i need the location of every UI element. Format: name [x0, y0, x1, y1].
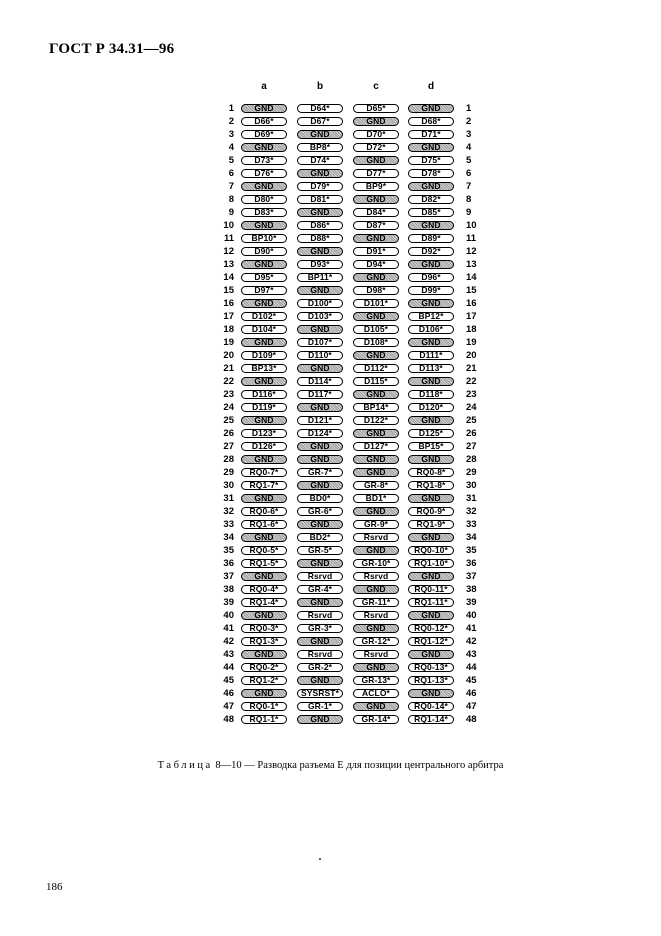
row-number-right: 15 [466, 285, 477, 296]
pin-cell: D78* [408, 169, 454, 178]
pin-cell: RQ0-1* [241, 702, 287, 711]
pin-cell: D98* [353, 286, 399, 295]
pin-cell: RQ0-8* [408, 468, 454, 477]
row-number-left: 21 [223, 363, 234, 374]
row-number-left: 33 [223, 519, 234, 530]
pin-cell: GND [297, 403, 343, 412]
pin-cell: D73* [241, 156, 287, 165]
row-number-left: 9 [228, 207, 234, 218]
pin-cell: GND [408, 221, 454, 230]
pin-cell: GND [241, 611, 287, 620]
caption-prefix: Таблица [157, 760, 213, 771]
pin-cell: GR-1* [297, 702, 343, 711]
pin-cell: GND [353, 663, 399, 672]
row-number-right: 29 [466, 467, 477, 478]
row-number-right: 28 [466, 454, 477, 465]
pin-cell: D92* [408, 247, 454, 256]
row-number-right: 4 [466, 142, 472, 153]
pin-cell: RQ0-4* [241, 585, 287, 594]
pin-cell: GR-6* [297, 507, 343, 516]
row-number-left: 40 [223, 610, 234, 621]
row-number-left: 6 [228, 168, 234, 179]
pin-cell: D101* [353, 299, 399, 308]
row-number-right: 13 [466, 259, 477, 270]
pin-cell: GND [408, 299, 454, 308]
pin-cell: GND [408, 572, 454, 581]
pin-cell: Rsrvd [297, 572, 343, 581]
row-number-left: 11 [223, 233, 234, 244]
row-number-left: 8 [228, 194, 234, 205]
row-number-right: 20 [466, 350, 477, 361]
pin-cell: RQ1-2* [241, 676, 287, 685]
row-number-right: 30 [466, 480, 477, 491]
row-number-right: 14 [466, 272, 477, 283]
row-number-left: 35 [223, 545, 234, 556]
pin-cell: BP10* [241, 234, 287, 243]
row-number-left: 3 [228, 129, 234, 140]
column-header-c: c [373, 81, 379, 92]
pin-cell: GND [297, 325, 343, 334]
row-number-right: 27 [466, 441, 477, 452]
pin-cell: D107* [297, 338, 343, 347]
pin-cell: D69* [241, 130, 287, 139]
pin-cell: RQ0-5* [241, 546, 287, 555]
pin-cell: GR-14* [353, 715, 399, 724]
row-number-left: 17 [223, 311, 234, 322]
pin-cell: GND [408, 143, 454, 152]
pin-cell: GND [297, 286, 343, 295]
pin-cell: D99* [408, 286, 454, 295]
row-number-left: 22 [223, 376, 234, 387]
pin-cell: D87* [353, 221, 399, 230]
pin-cell: D79* [297, 182, 343, 191]
pin-cell: GND [241, 221, 287, 230]
pin-cell: GR-11* [353, 598, 399, 607]
pin-cell: GND [353, 234, 399, 243]
row-number-right: 1 [466, 103, 472, 114]
pin-cell: GND [353, 507, 399, 516]
row-number-left: 23 [223, 389, 234, 400]
pin-cell: Rsrvd [353, 650, 399, 659]
row-number-right: 18 [466, 324, 477, 335]
pin-cell: D121* [297, 416, 343, 425]
pin-cell: RQ1-13* [408, 676, 454, 685]
pin-cell: RQ1-3* [241, 637, 287, 646]
pin-cell: RQ0-10* [408, 546, 454, 555]
pin-cell: GND [353, 156, 399, 165]
row-number-right: 23 [466, 389, 477, 400]
pin-cell: GND [241, 260, 287, 269]
pin-cell: GND [353, 390, 399, 399]
row-number-right: 17 [466, 311, 477, 322]
row-number-right: 11 [466, 233, 477, 244]
pin-cell: D64* [297, 104, 343, 113]
pin-cell: D112* [353, 364, 399, 373]
pin-cell: D93* [297, 260, 343, 269]
pin-cell: BP8* [297, 143, 343, 152]
pin-cell: D126* [241, 442, 287, 451]
row-number-left: 36 [223, 558, 234, 569]
pin-cell: D125* [408, 429, 454, 438]
pin-cell: D97* [241, 286, 287, 295]
pin-cell: D106* [408, 325, 454, 334]
pin-cell: D90* [241, 247, 287, 256]
pin-cell: GND [408, 338, 454, 347]
row-number-right: 35 [466, 545, 477, 556]
pin-cell: D96* [408, 273, 454, 282]
pin-cell: RQ1-5* [241, 559, 287, 568]
row-number-left: 16 [223, 298, 234, 309]
pin-cell: D113* [408, 364, 454, 373]
pin-cell: GND [353, 468, 399, 477]
pin-cell: D66* [241, 117, 287, 126]
pin-cell: GND [353, 429, 399, 438]
pin-cell: RQ0-13* [408, 663, 454, 672]
row-number-right: 36 [466, 558, 477, 569]
pin-cell: GND [297, 715, 343, 724]
column-header-b: b [316, 81, 324, 92]
pin-cell: D81* [297, 195, 343, 204]
pin-cell: D118* [408, 390, 454, 399]
pin-cell: GR-4* [297, 585, 343, 594]
row-number-left: 5 [228, 155, 234, 166]
pin-cell: GR-2* [297, 663, 343, 672]
row-number-left: 12 [223, 246, 234, 257]
pin-cell: D103* [297, 312, 343, 321]
pin-cell: ACLO* [353, 689, 399, 698]
pin-cell: GND [241, 572, 287, 581]
pin-cell: BP9* [353, 182, 399, 191]
pin-cell: GND [297, 208, 343, 217]
pin-cell: D104* [241, 325, 287, 334]
row-number-left: 43 [223, 649, 234, 660]
row-number-left: 1 [228, 103, 234, 114]
pin-cell: BP14* [353, 403, 399, 412]
caption-text: 8—10 — Разводка разъема E для позиции центрального арбитра [212, 760, 504, 771]
pin-cell: GND [297, 169, 343, 178]
row-number-left: 32 [223, 506, 234, 517]
pin-cell: D91* [353, 247, 399, 256]
row-number-left: 37 [223, 571, 234, 582]
row-number-left: 30 [223, 480, 234, 491]
row-number-right: 43 [466, 649, 477, 660]
row-number-left: 28 [223, 454, 234, 465]
pin-cell: D117* [297, 390, 343, 399]
row-number-left: 20 [223, 350, 234, 361]
row-number-right: 38 [466, 584, 477, 595]
pin-cell: GND [297, 520, 343, 529]
pin-cell: RQ1-12* [408, 637, 454, 646]
pin-cell: GND [297, 637, 343, 646]
pin-cell: RQ0-2* [241, 663, 287, 672]
pin-cell: RQ1-4* [241, 598, 287, 607]
pin-cell: RQ1-11* [408, 598, 454, 607]
row-number-right: 42 [466, 636, 477, 647]
row-number-right: 25 [466, 415, 477, 426]
pin-cell: GND [241, 533, 287, 542]
row-number-right: 9 [466, 207, 472, 218]
column-header-a: a [261, 81, 267, 92]
pin-cell: GND [408, 689, 454, 698]
pin-cell: GND [353, 702, 399, 711]
row-number-right: 44 [466, 662, 477, 673]
pin-cell: RQ0-3* [241, 624, 287, 633]
row-number-right: 31 [466, 493, 477, 504]
pin-cell: GND [241, 650, 287, 659]
row-number-left: 7 [228, 181, 234, 192]
row-number-left: 25 [223, 415, 234, 426]
pin-cell: Rsrvd [353, 572, 399, 581]
pin-cell: GND [408, 104, 454, 113]
row-number-right: 16 [466, 298, 477, 309]
pin-cell: GND [241, 104, 287, 113]
row-number-right: 33 [466, 519, 477, 530]
row-number-left: 24 [223, 402, 234, 413]
pin-cell: D84* [353, 208, 399, 217]
pin-cell: GND [241, 338, 287, 347]
row-number-right: 2 [466, 116, 472, 127]
pin-cell: D70* [353, 130, 399, 139]
row-number-left: 14 [223, 272, 234, 283]
row-number-right: 6 [466, 168, 472, 179]
pin-cell: GND [353, 455, 399, 464]
pin-cell: GND [353, 624, 399, 633]
pin-cell: D86* [297, 221, 343, 230]
pin-cell: D115* [353, 377, 399, 386]
pin-cell: RQ1-7* [241, 481, 287, 490]
pin-cell: D68* [408, 117, 454, 126]
pin-cell: GND [241, 182, 287, 191]
pin-cell: D123* [241, 429, 287, 438]
pin-cell: GND [408, 182, 454, 191]
pin-cell: D116* [241, 390, 287, 399]
row-number-left: 19 [223, 337, 234, 348]
row-number-right: 3 [466, 129, 472, 140]
row-number-right: 32 [466, 506, 477, 517]
pin-cell: Rsrvd [353, 533, 399, 542]
pin-cell: GND [408, 416, 454, 425]
pin-cell: RQ1-14* [408, 715, 454, 724]
pin-cell: GR-3* [297, 624, 343, 633]
row-number-right: 46 [466, 688, 477, 699]
row-number-right: 10 [466, 220, 477, 231]
pin-cell: GND [297, 559, 343, 568]
row-number-right: 47 [466, 701, 477, 712]
row-number-right: 24 [466, 402, 477, 413]
row-number-right: 19 [466, 337, 477, 348]
page-number: 186 [46, 881, 63, 893]
pin-cell: RQ0-11* [408, 585, 454, 594]
pin-cell: GR-5* [297, 546, 343, 555]
row-number-right: 12 [466, 246, 477, 257]
pin-cell: D80* [241, 195, 287, 204]
pin-cell: GND [241, 377, 287, 386]
pin-cell: GND [241, 416, 287, 425]
pin-cell: D119* [241, 403, 287, 412]
pin-cell: D65* [353, 104, 399, 113]
pin-cell: BD2* [297, 533, 343, 542]
row-number-left: 41 [223, 623, 234, 634]
row-number-left: 26 [223, 428, 234, 439]
row-number-right: 34 [466, 532, 477, 543]
pin-cell: GND [241, 143, 287, 152]
row-number-left: 27 [223, 441, 234, 452]
pin-cell: GR-7* [297, 468, 343, 477]
pin-cell: GND [408, 455, 454, 464]
pin-cell: D83* [241, 208, 287, 217]
pin-cell: D74* [297, 156, 343, 165]
pin-cell: GND [408, 611, 454, 620]
row-number-right: 45 [466, 675, 477, 686]
pin-cell: D120* [408, 403, 454, 412]
pin-cell: Rsrvd [353, 611, 399, 620]
pin-cell: Rsrvd [297, 650, 343, 659]
pin-cell: GND [408, 650, 454, 659]
pin-cell: GND [408, 260, 454, 269]
row-number-right: 41 [466, 623, 477, 634]
pin-cell: RQ1-1* [241, 715, 287, 724]
row-number-right: 22 [466, 376, 477, 387]
row-number-left: 13 [223, 259, 234, 270]
pin-cell: D110* [297, 351, 343, 360]
pin-cell: D71* [408, 130, 454, 139]
pin-cell: GND [353, 312, 399, 321]
row-number-left: 31 [223, 493, 234, 504]
table-caption [0, 760, 661, 771]
pin-cell: D100* [297, 299, 343, 308]
pin-cell: GND [297, 676, 343, 685]
pin-cell: D122* [353, 416, 399, 425]
pin-cell: D127* [353, 442, 399, 451]
pin-cell: D76* [241, 169, 287, 178]
pin-cell: RQ1-6* [241, 520, 287, 529]
pin-cell: D82* [408, 195, 454, 204]
row-number-left: 48 [223, 714, 234, 725]
pin-cell: D75* [408, 156, 454, 165]
row-number-left: 38 [223, 584, 234, 595]
pin-cell: BP13* [241, 364, 287, 373]
pin-cell: GND [297, 130, 343, 139]
pin-cell: BD1* [353, 494, 399, 503]
pin-cell: RQ1-9* [408, 520, 454, 529]
pin-cell: RQ0-12* [408, 624, 454, 633]
pin-cell: GND [297, 442, 343, 451]
row-number-left: 29 [223, 467, 234, 478]
pin-cell: D102* [241, 312, 287, 321]
pin-cell: GND [297, 247, 343, 256]
pin-cell: BP11* [297, 273, 343, 282]
row-number-left: 46 [223, 688, 234, 699]
row-number-right: 39 [466, 597, 477, 608]
row-number-left: 47 [223, 701, 234, 712]
row-number-right: 8 [466, 194, 472, 205]
pin-cell: GND [408, 377, 454, 386]
pin-cell: BP12* [408, 312, 454, 321]
pin-cell: D67* [297, 117, 343, 126]
pin-cell: GND [353, 117, 399, 126]
pin-cell: D88* [297, 234, 343, 243]
pin-cell: GND [297, 455, 343, 464]
row-number-left: 42 [223, 636, 234, 647]
pin-cell: GR-10* [353, 559, 399, 568]
pin-cell: D108* [353, 338, 399, 347]
pin-cell: GND [241, 494, 287, 503]
pin-cell: SYSRST* [297, 689, 343, 698]
pin-cell: GND [297, 364, 343, 373]
pin-cell: D94* [353, 260, 399, 269]
pin-cell: D72* [353, 143, 399, 152]
pin-cell: GND [241, 299, 287, 308]
pin-cell: Rsrvd [297, 611, 343, 620]
pin-cell: D95* [241, 273, 287, 282]
pin-cell: RQ1-8* [408, 481, 454, 490]
pin-cell: GR-9* [353, 520, 399, 529]
pin-cell: D109* [241, 351, 287, 360]
pin-cell: GND [353, 546, 399, 555]
pin-cell: GND [408, 533, 454, 542]
pin-cell: D85* [408, 208, 454, 217]
row-number-left: 4 [228, 142, 234, 153]
pin-cell: D105* [353, 325, 399, 334]
pin-cell: D111* [408, 351, 454, 360]
row-number-right: 40 [466, 610, 477, 621]
document-header: ГОСТ Р 34.31—96 [49, 41, 175, 57]
pin-cell: GND [353, 195, 399, 204]
row-number-right: 7 [466, 181, 472, 192]
row-number-left: 44 [223, 662, 234, 673]
pin-cell: GND [353, 585, 399, 594]
pin-cell: RQ0-14* [408, 702, 454, 711]
pin-cell: GR-8* [353, 481, 399, 490]
row-number-left: 18 [223, 324, 234, 335]
row-number-left: 10 [223, 220, 234, 231]
pin-cell: GND [297, 598, 343, 607]
pin-cell: D124* [297, 429, 343, 438]
pin-cell: GND [353, 351, 399, 360]
row-number-right: 48 [466, 714, 477, 725]
pin-cell: GND [297, 481, 343, 490]
pin-cell: D89* [408, 234, 454, 243]
row-number-right: 37 [466, 571, 477, 582]
row-number-left: 34 [223, 532, 234, 543]
pin-cell: GND [353, 273, 399, 282]
column-header-d: d [427, 81, 435, 92]
pin-cell: GND [241, 689, 287, 698]
pin-cell: RQ1-10* [408, 559, 454, 568]
pin-cell: D114* [297, 377, 343, 386]
pin-cell: GND [241, 455, 287, 464]
row-number-left: 39 [223, 597, 234, 608]
pin-cell: GR-13* [353, 676, 399, 685]
row-number-right: 21 [466, 363, 477, 374]
pin-cell: D77* [353, 169, 399, 178]
pin-cell: GND [408, 494, 454, 503]
row-number-left: 45 [223, 675, 234, 686]
row-number-right: 5 [466, 155, 472, 166]
pin-cell: RQ0-6* [241, 507, 287, 516]
row-number-left: 2 [228, 116, 234, 127]
pin-cell: RQ0-7* [241, 468, 287, 477]
pin-cell: GR-12* [353, 637, 399, 646]
pin-cell: BP15* [408, 442, 454, 451]
row-number-left: 15 [223, 285, 234, 296]
pin-cell: BD0* [297, 494, 343, 503]
pin-cell: RQ0-9* [408, 507, 454, 516]
page-dot [319, 858, 321, 860]
row-number-right: 26 [466, 428, 477, 439]
